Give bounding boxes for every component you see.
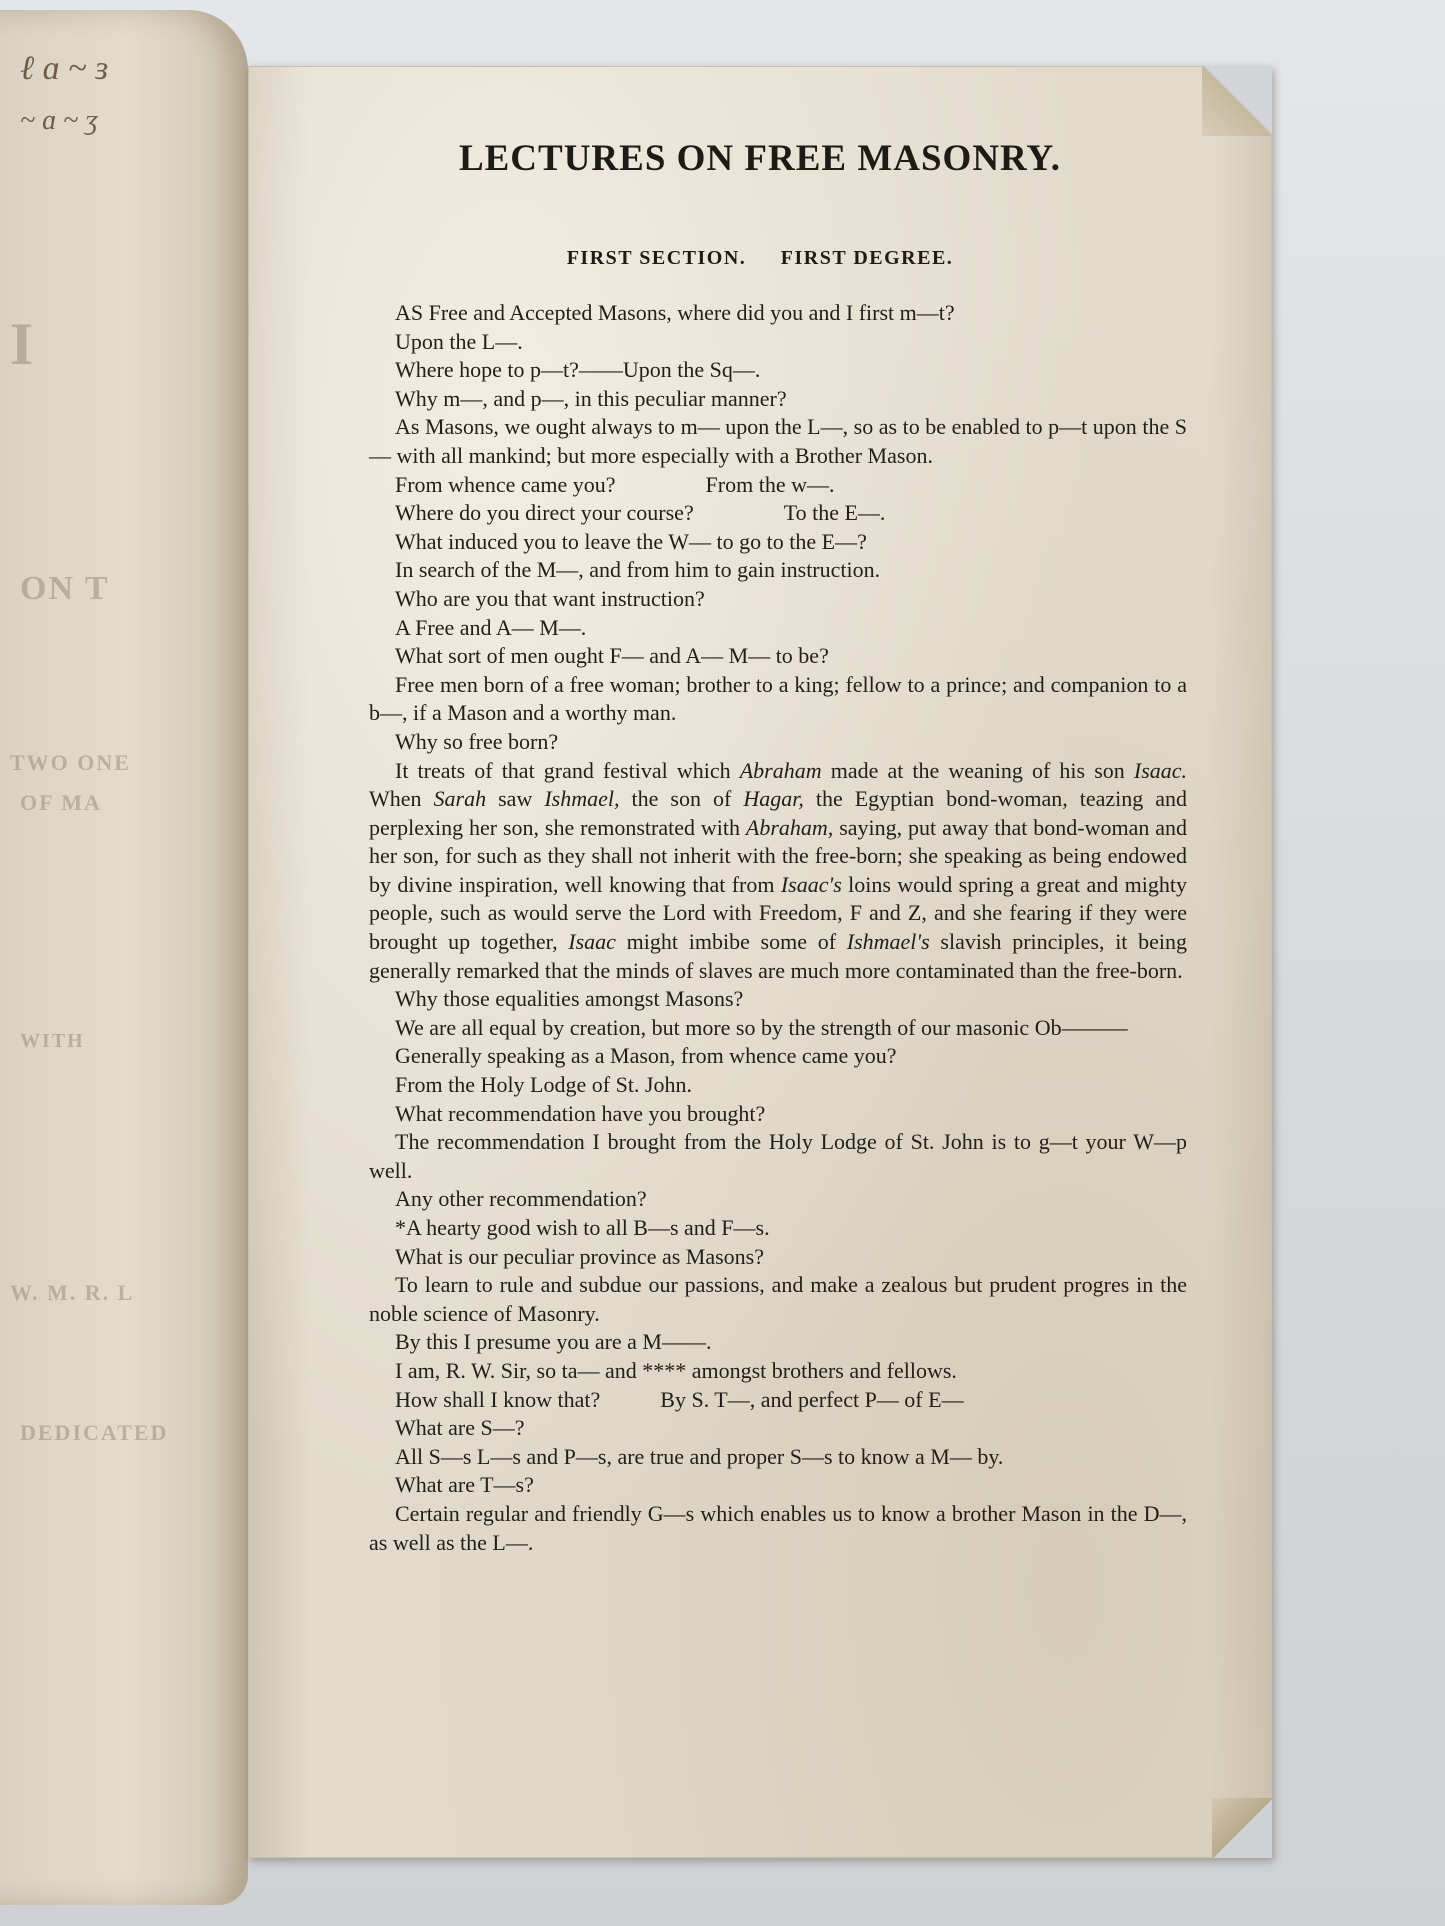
paragraph: Where hope to p—t?——Upon the Sq—. — [395, 357, 761, 383]
paragraph: By this I presume you are a M——. — [395, 1329, 712, 1355]
italic-name: Sarah — [433, 786, 487, 812]
paragraph: Why so free born? — [395, 728, 559, 754]
answer: By S. T—, and perfect P— of E— — [660, 1386, 964, 1412]
question: From whence came you? — [395, 471, 616, 497]
italic-name: Isaac's — [780, 871, 842, 897]
worn-corner — [1202, 66, 1272, 136]
paragraph: Why those equalities amongst Masons? — [395, 986, 744, 1012]
paragraph: We are all equal by creation, but more so by the strength of our masonic Ob——— — [395, 1014, 1128, 1040]
italic-name: Isaac. — [1133, 757, 1188, 783]
book-page — [248, 66, 1272, 1858]
italic-name: Abraham, — [745, 814, 834, 840]
degree-label: FIRST DEGREE. — [780, 247, 954, 269]
show-through-text: I — [10, 311, 36, 377]
paragraph — [369, 499, 1187, 528]
paragraph: Certain regular and friendly G—s which enables us to know a brother Mason in the D—, as well as the L—. — [369, 1500, 1187, 1555]
text-run: saw — [498, 786, 533, 812]
italic-name: Ishmael's — [846, 929, 930, 955]
paragraph: To learn to rule and subdue our passions, and make a zealous but prudent progres in the noble science of Masonry. — [369, 1272, 1187, 1326]
paragraph: The recommendation I brought from the Holy Lodge of St. John is to g—t your W—p well. — [369, 1129, 1187, 1183]
paragraph: Why m—, and p—, in this peculiar manner? — [395, 385, 787, 411]
paragraph: Generally speaking as a Mason, from whence came you? — [395, 1043, 897, 1069]
text-run: made at the weaning of his son — [830, 757, 1125, 783]
paragraph: A Free and A— M—. — [395, 614, 587, 640]
lecture-text — [369, 299, 1187, 1557]
answer: From the w—. — [705, 471, 835, 497]
paragraph — [369, 1386, 1187, 1415]
section-heading — [249, 247, 1271, 270]
text-run: slavish principles, it being generally remarked that the minds of slaves are much more contaminated than the free-born. — [369, 929, 1188, 983]
paragraph: What recommendation have you brought? — [395, 1100, 766, 1126]
paragraph: In search of the M—, and from him to gain instruction. — [395, 557, 881, 583]
paragraph: What is our peculiar province as Masons? — [395, 1243, 764, 1269]
paragraph: What induced you to leave the W— to go to the E—? — [395, 528, 867, 554]
show-through-text: TWO ONE — [10, 750, 131, 775]
paragraph: I am, R. W. Sir, so ta— and **** amongst brothers and fellows. — [395, 1357, 957, 1383]
paragraph: Upon the L—. — [395, 328, 523, 354]
italic-name: Isaac — [568, 929, 616, 955]
paragraph: Free men born of a free woman; brother to a king; fellow to a prince; and companion to a b—, if a Mason and a worthy man. — [369, 671, 1187, 726]
paragraph: What sort of men ought F— and A— M— to be? — [395, 643, 829, 669]
show-through-text: OF MA — [20, 790, 102, 815]
italic-name: Ishmael, — [544, 786, 620, 812]
worn-corner — [1212, 1798, 1272, 1858]
facing-page — [0, 10, 248, 1905]
show-through-text: DEDICATED — [20, 1420, 169, 1445]
paragraph: *A hearty good wish to all B—s and F—s. — [395, 1215, 770, 1240]
paragraph: From the Holy Lodge of St. John. — [395, 1072, 692, 1098]
paragraph — [369, 471, 1187, 500]
italic-name: Abraham — [739, 757, 822, 783]
text-run: It treats of that grand festival which — [395, 757, 731, 783]
text-run: loins would spring a great and mighty people, such as would serve the Lord with Freedom, F and Z, and she fearing if they were brought up together, — [369, 871, 1187, 955]
text-run: the son of — [631, 786, 732, 812]
handwritten-ink-mark: ℓ ɑ ~ ɜ — [20, 50, 109, 87]
paragraph: What are S—? — [395, 1415, 525, 1441]
text-run: saying, put away that bond-woman and her son, for such as they shall not inherit with the free-born; she speaking as being endowed by divine inspiration, well knowing that from — [369, 814, 1188, 897]
answer: To the E—. — [783, 500, 886, 526]
show-through-text: W. M. R. L — [10, 1280, 135, 1305]
text-run: the Egyptian bond-woman, teazing and perplexing her son, she remonstrated with — [369, 786, 1188, 840]
paragraph: Any other recommendation? — [395, 1186, 647, 1212]
handwritten-ink-mark: ~ ɑ ~ ʒ — [20, 105, 98, 136]
paragraph: As Masons, we ought always to m— upon the L—, so as to be enabled to p—t upon the S— with all mankind; but more especially with a Brother Mason. — [369, 414, 1187, 468]
section-label: FIRST SECTION. — [566, 247, 747, 269]
page-title: LECTURES ON FREE MASONRY. — [458, 138, 1062, 179]
show-through-text: WITH — [20, 1030, 85, 1052]
question: How shall I know that? — [395, 1386, 601, 1412]
text-run: might imbibe some of — [626, 929, 837, 955]
paragraph: What are T—s? — [395, 1472, 534, 1498]
question: Where do you direct your course? — [395, 500, 694, 526]
text-run: When — [369, 786, 422, 812]
paragraph: Who are you that want instruction? — [395, 585, 705, 611]
show-through-text: ON T — [20, 570, 110, 607]
italic-name: Hagar, — [743, 786, 804, 812]
paragraph — [369, 757, 1187, 986]
paragraph: AS Free and Accepted Masons, where did you and I first m—t? — [395, 300, 955, 325]
paragraph: All S—s L—s and P—s, are true and proper S—s to know a M— by. — [395, 1443, 1004, 1469]
